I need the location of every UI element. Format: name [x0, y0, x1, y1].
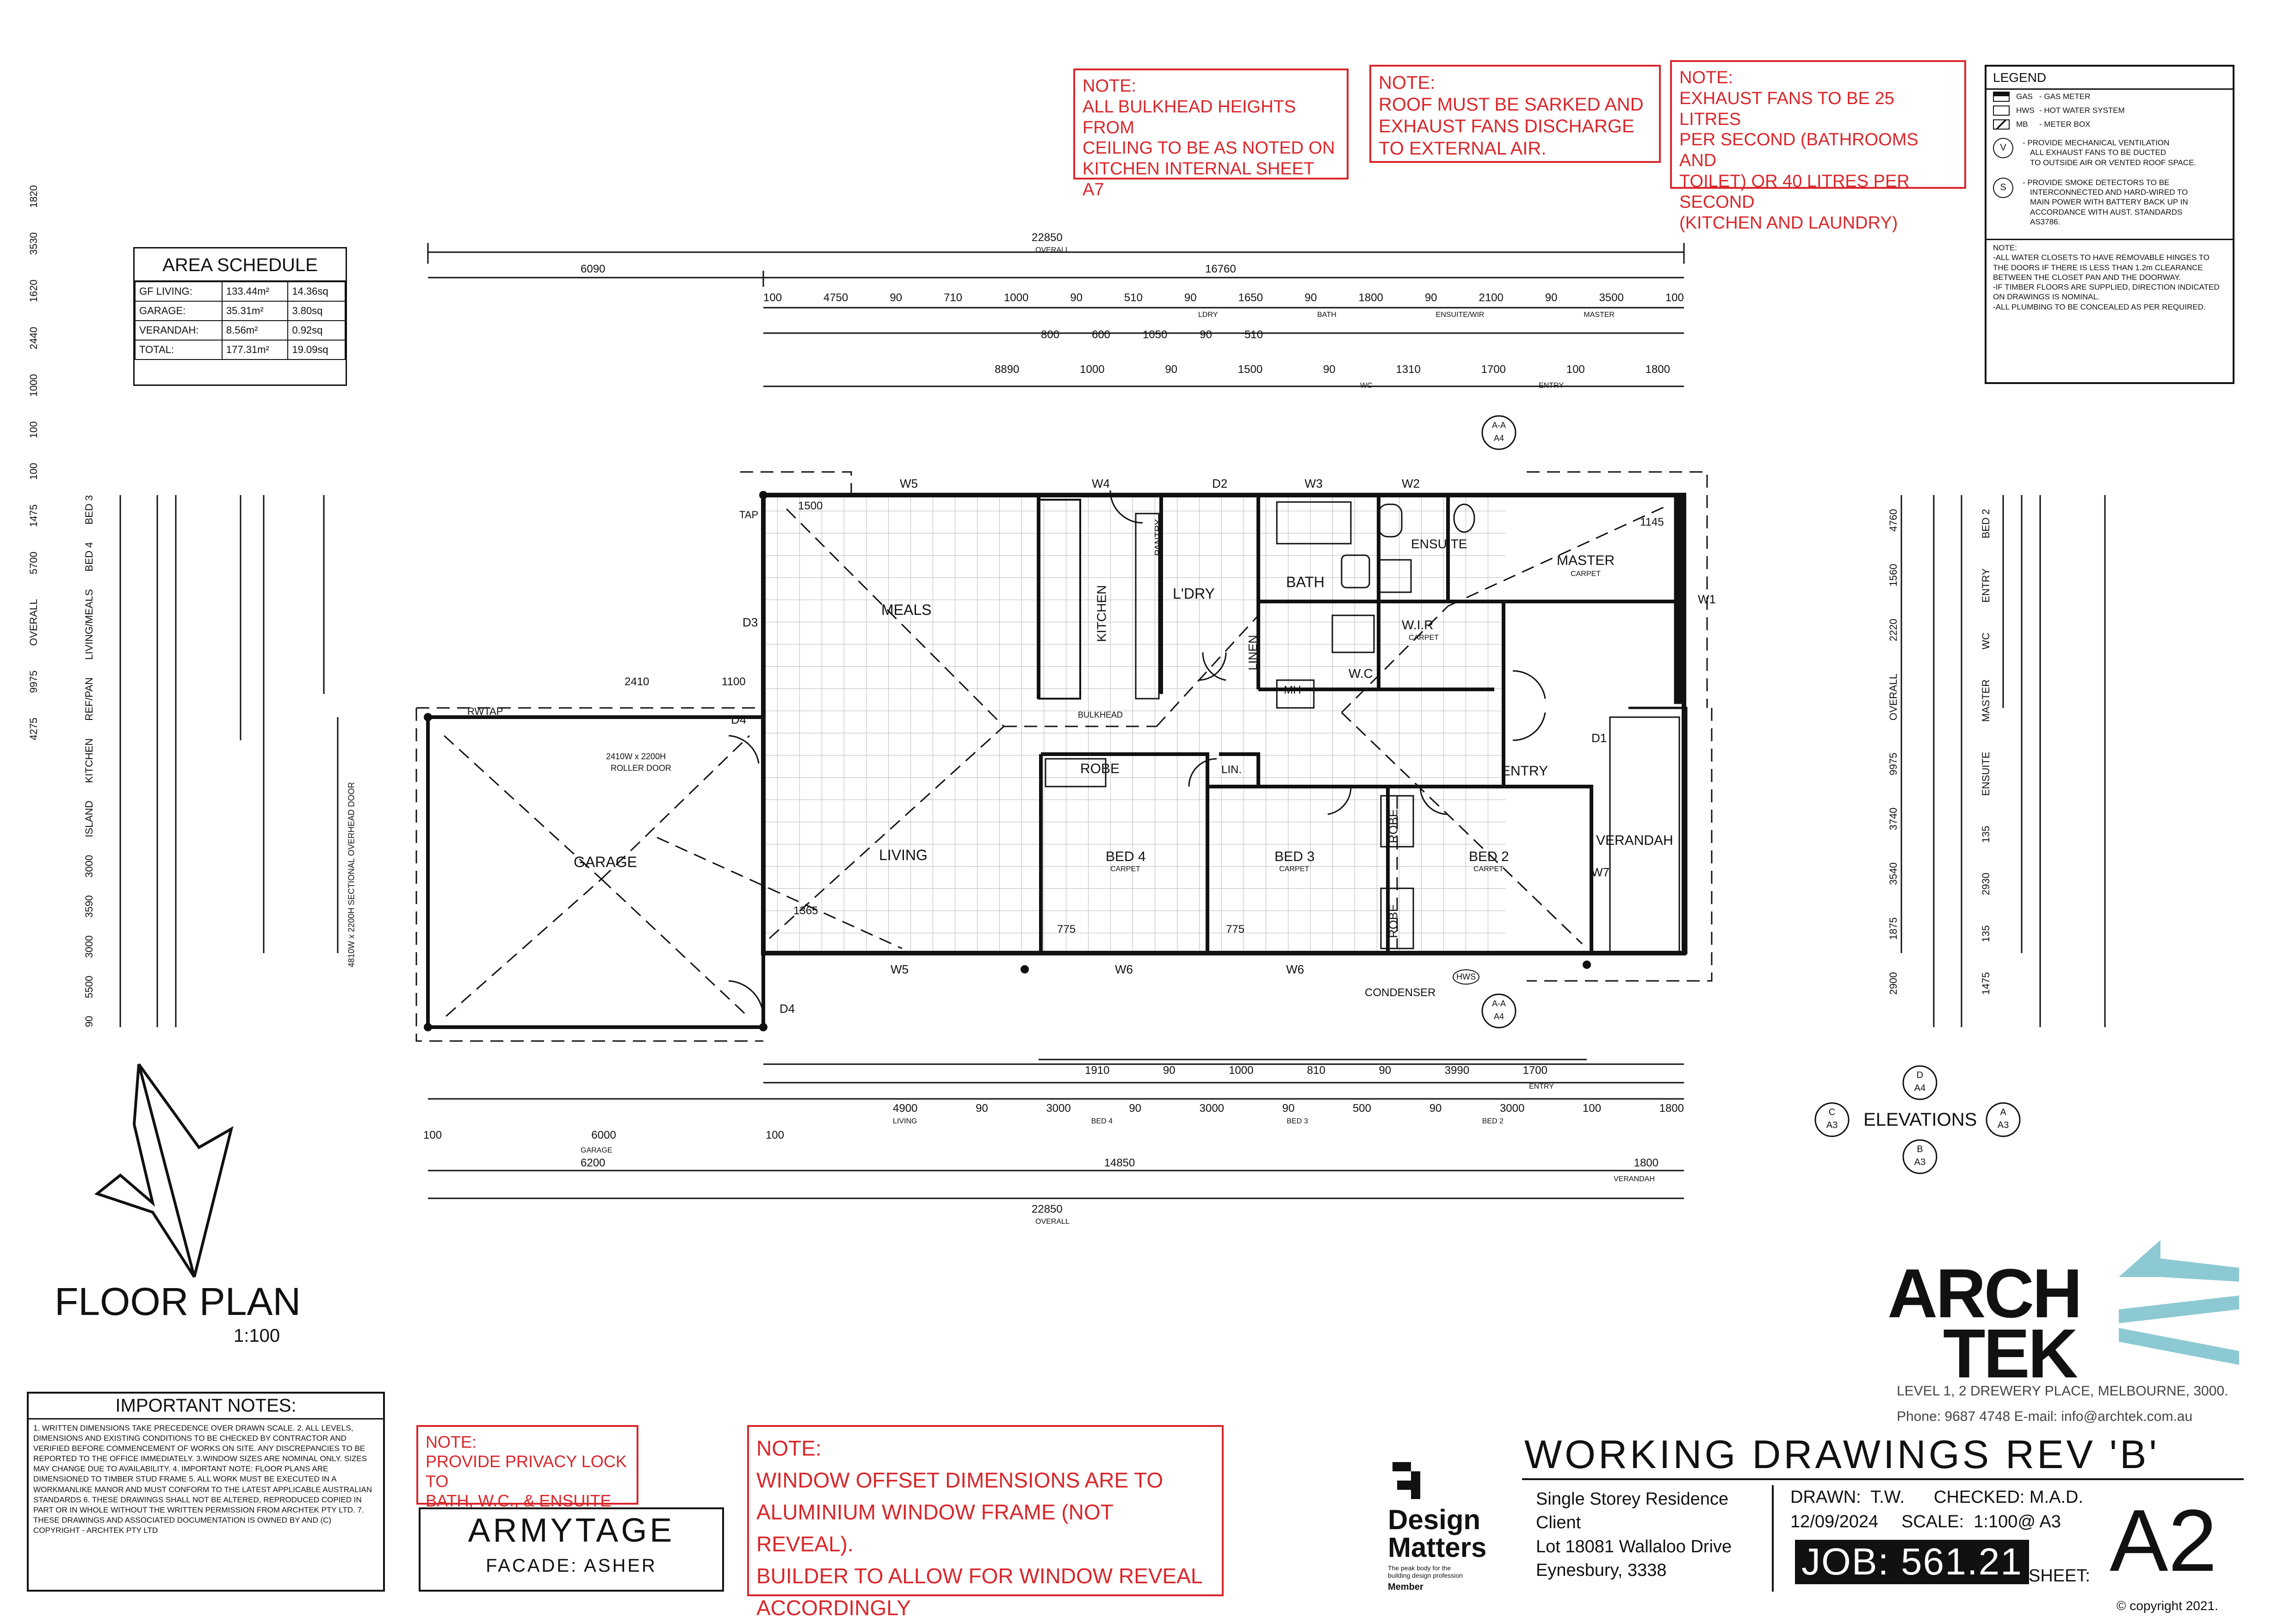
window-w7: W7	[1591, 865, 1609, 879]
dim-bottom-row2: 4900 90 3000 90 3000 90 500 90 3000 100 1800	[893, 1102, 1684, 1115]
project-details: Single Storey Residence Client Lot 18081 Wallaloo Drive Eynesbury, 3338	[1536, 1489, 1732, 1580]
note-bulkhead: NOTE: ALL BULKHEAD HEIGHTS FROM CEILING TO BE AS NOTED ON KITCHEN INTERNAL SHEET A7	[1073, 68, 1349, 180]
room-linen: LINEN	[1245, 635, 1260, 670]
archtek-logo-arch: ARCH	[1888, 1254, 2081, 1332]
dim-overall-top-label: OVERALL	[1035, 246, 1070, 254]
window-d4-top: D4	[731, 713, 747, 726]
label-condenser: CONDENSER	[1365, 986, 1436, 999]
room-bath: BATH	[1286, 574, 1324, 590]
design-matters-icon	[1388, 1453, 1434, 1504]
archtek-logo-tek: TEK	[1943, 1314, 2076, 1392]
exhaust-fan-icon: V	[1993, 138, 2013, 158]
note-roof: NOTE: ROOF MUST BE SARKED AND EXHAUST FANS DISCHARGE TO EXTERNAL AIR.	[1369, 65, 1661, 163]
dim-interior-775b: 775	[1226, 923, 1245, 936]
label-hws: HWS	[1453, 969, 1479, 985]
room-bulkhead: BULKHEAD	[1078, 710, 1123, 719]
room-pantry: PANTRY	[1153, 519, 1164, 556]
archtek-address: LEVEL 1, 2 DREWERY PLACE, MELBOURNE, 3000.	[1897, 1383, 2228, 1399]
dim-interior-2410: 2410	[625, 676, 650, 688]
room-bed2: BED 2	[1469, 849, 1509, 864]
dim-overall-top: 22850	[1032, 231, 1063, 244]
label-overhead-door: 4810W x 2200H SECTIONAL OVERHEAD DOOR	[347, 782, 356, 967]
room-living: LIVING	[879, 847, 928, 863]
archtek-contact: Phone: 9687 4748 E-mail: info@archtek.com.au	[1897, 1409, 2193, 1424]
note-exhaust: NOTE: EXHAUST FANS TO BE 25 LITRES PER SECOND (BATHROOMS AND TOILET) OR 40 LITRES PER SECOND (KITCHEN AND LAUNDRY)	[1670, 60, 1966, 189]
room-ensuite: ENSUITE	[1411, 537, 1467, 551]
room-bed3: BED 3	[1275, 849, 1315, 864]
section-marker-bottom: A-A A4	[1491, 999, 1506, 1021]
legend-note: NOTE: -ALL WATER CLOSETS TO HAVE REMOVABLE HINGES TO THE DOORS IF THERE IS LESS THAN 1.2m CLEARANCE BETWEEN THE CLOSET PAN AND THE DOORWAY. -IF TIMBER FLOORS ARE SUPPLIED, DIRECTION INDICATED ON DRAWINGS IS NOMINAL. -ALL PLUMBING TO BE CONCEALED AS PER REQUIRED.	[1987, 239, 2233, 315]
dim-row3: 100 4750 90 710 1000 90 510 90 1650 90 1800 90 2100 90 3500 100	[763, 291, 1684, 304]
elevation-marker-b: B A3	[1914, 1144, 1926, 1167]
room-bed3-floor: CARPET	[1279, 865, 1309, 873]
title-heading: WORKING DRAWINGS REV 'B'	[1524, 1432, 2160, 1477]
design-name: ARMYTAGE	[468, 1512, 675, 1549]
important-notes	[27, 1392, 385, 1592]
important-notes-body: 1. WRITTEN DIMENSIONS TAKE PRECEDENCE OVER DRAWN SCALE. 2. ALL LEVELS, DIMENSIONS AND EXISTING CONDITIONS TO BE CHECKED BY CONTRACTOR AND VERIFIED BEFORE COMMENCEMENT OF WORKS ON SITE. ANY DISCREPANCIES TO BE REPORTED TO THE OFFICE IMMEDIATELY. 3.WINDOW SIZES ARE NOMINAL ONLY. SIZES MAY CHANGE DUE TO AVAILABILITY. 4. IMPORTANT NOTE: FLOOR PLANS ARE DIMENSIONED TO TIMBER STUD FRAME 5. ALL WORK MUST BE EXECUTED IN A WORKMANLIKE MANOR AND MUST CONFORM TO THE LATEST APPLICABLE AUSTRALIAN STANDARDS 6. THESE DRAWINGS SHALL NOT BE ALTERED, REPRODUCED COPIED IN PART OR IN WHOLE WITHOUT THE WRITTEN PERMISSION FROM ARCHTEK PTY LTD. 7. THESE DRAWINGS AND ASSOCIATED DOCUMENTATION IS OWNED BY AND (C) COPYRIGHT - ARCHTEK PTY LTD	[33, 1424, 372, 1535]
floor-plan-title: FLOOR PLAN	[55, 1280, 301, 1323]
room-kitchen: KITCHEN	[1094, 585, 1109, 642]
dim-interior-775a: 775	[1057, 923, 1076, 936]
design-facade: FACADE: ASHER	[486, 1556, 657, 1576]
room-ldry: L'DRY	[1173, 585, 1215, 602]
elevations-label: ELEVATIONS	[1863, 1110, 1977, 1130]
copyright: © copyright 2021.	[2117, 1599, 2218, 1613]
dim-row4: 800 600 1050 90 510	[1041, 329, 1263, 341]
room-bed4: BED 4	[1106, 849, 1146, 864]
room-master-floor: CARPET	[1571, 570, 1601, 578]
window-d3: D3	[743, 615, 758, 629]
sheet-label: SHEET:	[2029, 1566, 2091, 1586]
note-privacy: NOTE: PROVIDE PRIVACY LOCK TO BATH, W.C., & ENSUITE	[416, 1425, 638, 1505]
design-matters-logo: Design Matters The peak body for the building design profession Member	[1388, 1453, 1517, 1593]
dim-overall-bottom-label: OVERALL	[1035, 1218, 1070, 1226]
room-mh: MH	[1284, 684, 1301, 696]
label-roller-door-2: ROLLER DOOR	[611, 763, 672, 773]
label-tap: TAP	[739, 509, 759, 521]
table-row: GF LIVING: 133.44m² 14.36sq	[135, 282, 345, 301]
dim-interior-1500: 1500	[798, 500, 823, 512]
window-w3: W3	[1305, 477, 1323, 490]
window-w1: W1	[1698, 592, 1716, 606]
dim-right-values-2: 1475 135 2930 135 ENSUITE MASTER WC ENTRY BED 2	[1980, 509, 1992, 995]
drawing-date: 12/09/2024	[1790, 1512, 1879, 1531]
dim-interior-1365: 1365	[793, 905, 818, 917]
room-robe-bed4: ROBE	[1080, 761, 1120, 776]
window-d4-bottom: D4	[780, 1002, 795, 1016]
floor-plan-scale: 1:100	[234, 1326, 280, 1346]
legend-smoke: S - PROVIDE SMOKE DETECTORS TO BE INTERCONNECTED AND HARD-WIRED TO MAIN POWER WITH BATTERY BACK UP IN ACCORDANCE WITH AUST. STANDARDS AS3786.	[1987, 176, 2233, 229]
room-robe-bed2b: ROBE	[1386, 904, 1400, 938]
room-meals: MEALS	[881, 601, 932, 618]
table-row: VERANDAH: 8.56m² 0.92sq	[135, 321, 345, 340]
dim-left-values-2: 90 5500 3000 3590 3000 ISLAND KITCHEN REF/PAN LIVING/MEALS BED 4 BED 3	[83, 495, 95, 1027]
dim-bottom-row4: 6200 14850 1800	[581, 1157, 1659, 1169]
room-verandah: VERANDAH	[1596, 833, 1673, 848]
window-w5-top: W5	[900, 477, 918, 490]
checked-by: CHECKED: M.A.D.	[1934, 1488, 2084, 1507]
room-entry: ENTRY	[1501, 763, 1548, 779]
table-row: TOTAL: 177.31m² 19.09sq	[135, 340, 345, 360]
window-w4: W4	[1092, 477, 1110, 490]
drawn-by: DRAWN: T.W.	[1790, 1488, 1905, 1507]
dim-top-b: 16760	[1205, 263, 1236, 275]
note-window: NOTE: WINDOW OFFSET DIMENSIONS ARE TO ALUMINIUM WINDOW FRAME (NOT REVEAL). BUILDER TO ALLOW FOR WINDOW REVEAL ACCORDINGLY	[747, 1425, 1224, 1596]
sheet-number: A2	[2110, 1492, 2217, 1590]
elevation-marker-a: A A3	[1997, 1107, 2009, 1130]
window-w5-bottom: W5	[891, 962, 909, 976]
dim-interior-1145: 1145	[1640, 516, 1664, 528]
archtek-roof-icon	[2110, 1240, 2248, 1374]
elevation-marker-c: C A3	[1826, 1107, 1838, 1130]
dim-row5: 8890 1000 90 1500 90 1310 1700 100 1800	[995, 363, 1670, 376]
dim-top-a: 6090	[581, 263, 606, 275]
dim-right-values: 2900 1875 3540 3740 9975 OVERALL 2220 1560 4760	[1888, 509, 1899, 995]
elevation-marker-d: D A4	[1914, 1070, 1926, 1093]
dim-bottom-row3-label: GARAGE	[581, 1147, 613, 1154]
window-d2: D2	[1212, 477, 1228, 490]
legend-ventilation: V - PROVIDE MECHANICAL VENTILATION ALL EXHAUST FANS TO BE DUCTED TO OUTSIDE AIR OR VENTED ROOF SPACE.	[1987, 136, 2233, 169]
dim-row3-labels: LDRY BATH ENSUITE/WIR MASTER	[1198, 311, 1615, 319]
table-row: GARAGE: 35.31m² 3.80sq	[135, 301, 345, 321]
legend-hws: HWS - HOT WATER SYSTEM	[1987, 104, 2233, 118]
room-garage: GARAGE	[574, 854, 637, 870]
area-schedule-title: AREA SCHEDULE	[135, 248, 346, 281]
window-w2: W2	[1402, 477, 1420, 490]
legend-mb: MB - METER BOX	[1987, 118, 2233, 131]
label-roller-door: 2410W x 2200H	[606, 752, 666, 761]
room-master: MASTER	[1557, 553, 1615, 568]
legend-title: LEGEND	[1987, 67, 2233, 90]
dim-interior-1100: 1100	[722, 676, 746, 688]
room-wir-floor: CARPET	[1409, 634, 1439, 642]
dim-bottom-row2-labels: LIVING BED 4 BED 3 BED 2	[893, 1117, 1504, 1125]
section-marker-top: A-A A4	[1491, 421, 1506, 443]
dim-left-values: 4275 9975 OVERALL 5700 1475 100 100 1000 2440 1620 3530 1820	[28, 185, 39, 740]
window-d1: D1	[1591, 731, 1607, 745]
dim-bottom-row3: 100 6000 100	[423, 1129, 784, 1141]
dim-overall-bottom: 22850	[1032, 1203, 1063, 1215]
dim-bottom-row1: 1910 90 1000 810 90 3990 1700	[1085, 1064, 1547, 1077]
room-robe-bed2a: ROBE	[1386, 809, 1400, 843]
dim-bottom-row1-label: ENTRY	[1529, 1083, 1554, 1091]
dim-bottom-row4-label: VERANDAH	[1614, 1175, 1655, 1183]
room-lin: LIN.	[1221, 763, 1242, 776]
dim-row5-labels: WC ENTRY	[1360, 382, 1564, 390]
legend-gas: GAS - GAS METER	[1987, 90, 2233, 104]
smoke-detector-icon: S	[1993, 178, 2013, 198]
important-notes-title: IMPORTANT NOTES:	[29, 1394, 383, 1419]
window-w6-b: W6	[1286, 962, 1304, 976]
design-name-box	[419, 1507, 724, 1592]
job-number: JOB: 561.21	[1795, 1540, 2029, 1584]
drawing-scale: SCALE: 1:100@ A3	[1901, 1512, 2061, 1531]
room-bed4-floor: CARPET	[1110, 865, 1140, 873]
room-wir: W.I.R	[1402, 618, 1434, 632]
room-wc: W.C	[1349, 666, 1373, 681]
room-bed2-floor: CARPET	[1473, 865, 1504, 873]
window-w6-a: W6	[1115, 962, 1133, 976]
label-rwtap: RWTAP	[467, 706, 503, 717]
